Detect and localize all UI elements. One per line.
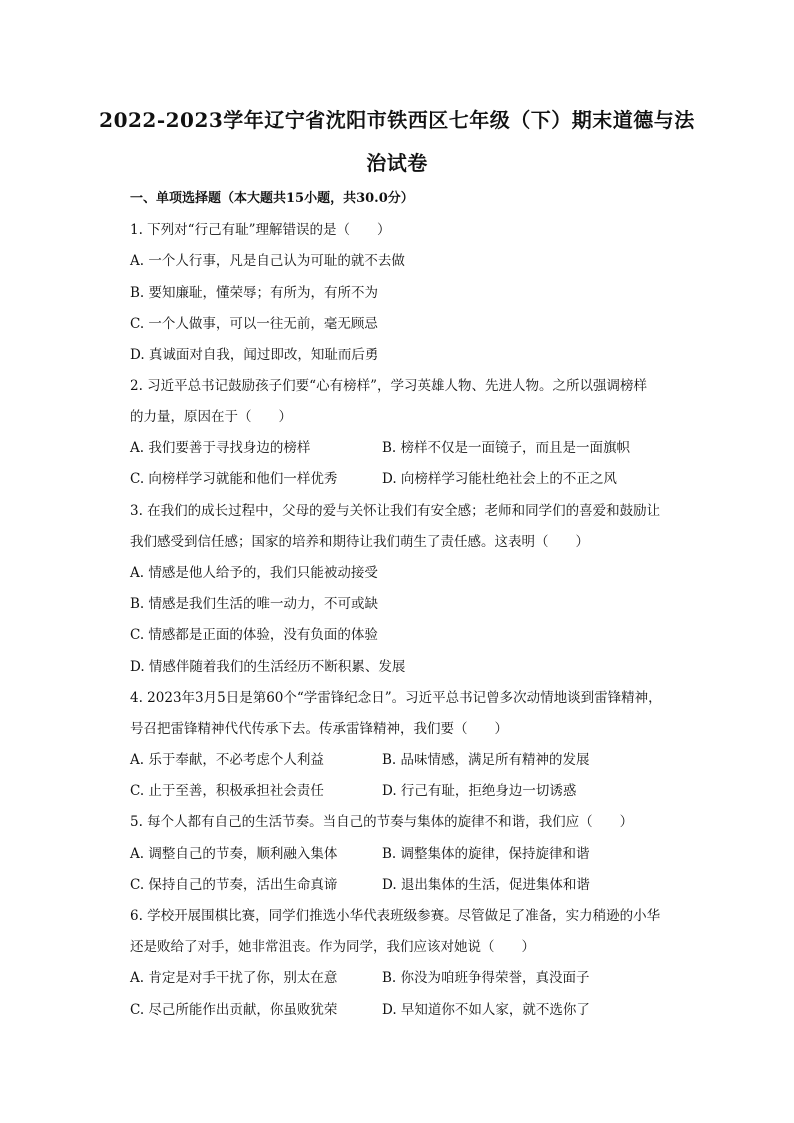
- question-4-stem-line-2: 号召把雷锋精神代代传承下去。传承雷锋精神，我们要（ ）: [130, 721, 508, 737]
- question-1-option-c: C. 一个人做事，可以一往无前，毫无顾忌: [130, 316, 378, 332]
- question-6-option-b: B. 你没为咱班争得荣誉，真没面子: [382, 970, 590, 986]
- question-6-option-d: D. 早知道你不如人家，就不选你了: [382, 1002, 590, 1018]
- question-2-option-a: A. 我们要善于寻找身边的榜样: [130, 440, 311, 456]
- question-4-stem-line-1: 4. 2023年3月5日是第60个“学雷锋纪念日”。习近平总书记曾多次动情地谈到雷锋精神，: [130, 690, 662, 706]
- question-2-stem-line-1: 2. 习近平总书记鼓励孩子们要“心有榜样”，学习英雄人物、先进人物。之所以强调榜样: [130, 378, 647, 394]
- question-2-option-d: D. 向榜样学习能杜绝社会上的不正之风: [382, 471, 617, 487]
- question-5-option-b: B. 调整集体的旋律，保持旋律和谐: [382, 846, 590, 862]
- question-5-stem: 5. 每个人都有自己的生活节奏。当自己的节奏与集体的旋律不和谐，我们应（ ）: [130, 814, 634, 830]
- question-1-option-d: D. 真诚面对自我，闻过即改，知耻而后勇: [130, 347, 379, 363]
- question-6-option-c: C. 尽己所能作出贡献，你虽败犹荣: [130, 1002, 338, 1018]
- question-3-stem-line-1: 3. 在我们的成长过程中，父母的爱与关怀让我们有安全感；老师和同学们的喜爱和鼓励让: [130, 503, 661, 519]
- question-3-option-b: B. 情感是我们生活的唯一动力，不可或缺: [130, 596, 379, 612]
- question-4-option-a: A. 乐于奉献，不必考虑个人利益: [130, 752, 324, 768]
- exam-title-line-2: 治试卷: [366, 151, 428, 175]
- question-2-option-c: C. 向榜样学习就能和他们一样优秀: [130, 471, 338, 487]
- question-3-stem-line-2: 我们感受到信任感；国家的培养和期待让我们萌生了责任感。这表明（ ）: [130, 534, 589, 550]
- section-header: 一、单项选择题（本大题共15小题，共30.0分）: [130, 191, 414, 206]
- question-3-option-d: D. 情感伴随着我们的生活经历不断积累、发展: [130, 659, 406, 675]
- question-6-stem-line-1: 6. 学校开展围棋比赛，同学们推选小华代表班级参赛。尽管做足了准备，实力稍逊的小华: [130, 908, 661, 924]
- question-1-stem: 1. 下列对“行己有耻”理解错误的是（ ）: [130, 222, 391, 238]
- question-5-option-a: A. 调整自己的节奏，顺利融入集体: [130, 846, 338, 862]
- exam-title-line-1: 2022-2023学年辽宁省沈阳市铁西区七年级（下）期末道德与法: [99, 108, 695, 132]
- question-6-option-a: A. 肯定是对手干扰了你，别太在意: [130, 970, 338, 986]
- question-4-option-b: B. 品味情感，满足所有精神的发展: [382, 752, 590, 768]
- question-5-option-d: D. 退出集体的生活，促进集体和谐: [382, 877, 590, 893]
- question-4-option-c: C. 止于至善，积极承担社会责任: [130, 783, 324, 799]
- question-2-option-b: B. 榜样不仅是一面镜子，而且是一面旗帜: [382, 440, 631, 456]
- question-6-stem-line-2: 还是败给了对手，她非常沮丧。作为同学，我们应该对她说（ ）: [130, 939, 535, 955]
- question-3-option-a: A. 情感是他人给予的，我们只能被动接受: [130, 565, 378, 581]
- question-2-stem-line-2: 的力量，原因在于（ ）: [130, 409, 292, 425]
- question-1-option-a: A. 一个人行事，凡是自己认为可耻的就不去做: [130, 253, 405, 269]
- question-3-option-c: C. 情感都是正面的体验，没有负面的体验: [130, 627, 378, 643]
- question-1-option-b: B. 要知廉耻，懂荣辱；有所为，有所不为: [130, 285, 379, 301]
- question-4-option-d: D. 行己有耻，拒绝身边一切诱惑: [382, 783, 577, 799]
- question-5-option-c: C. 保持自己的节奏，活出生命真谛: [130, 877, 338, 893]
